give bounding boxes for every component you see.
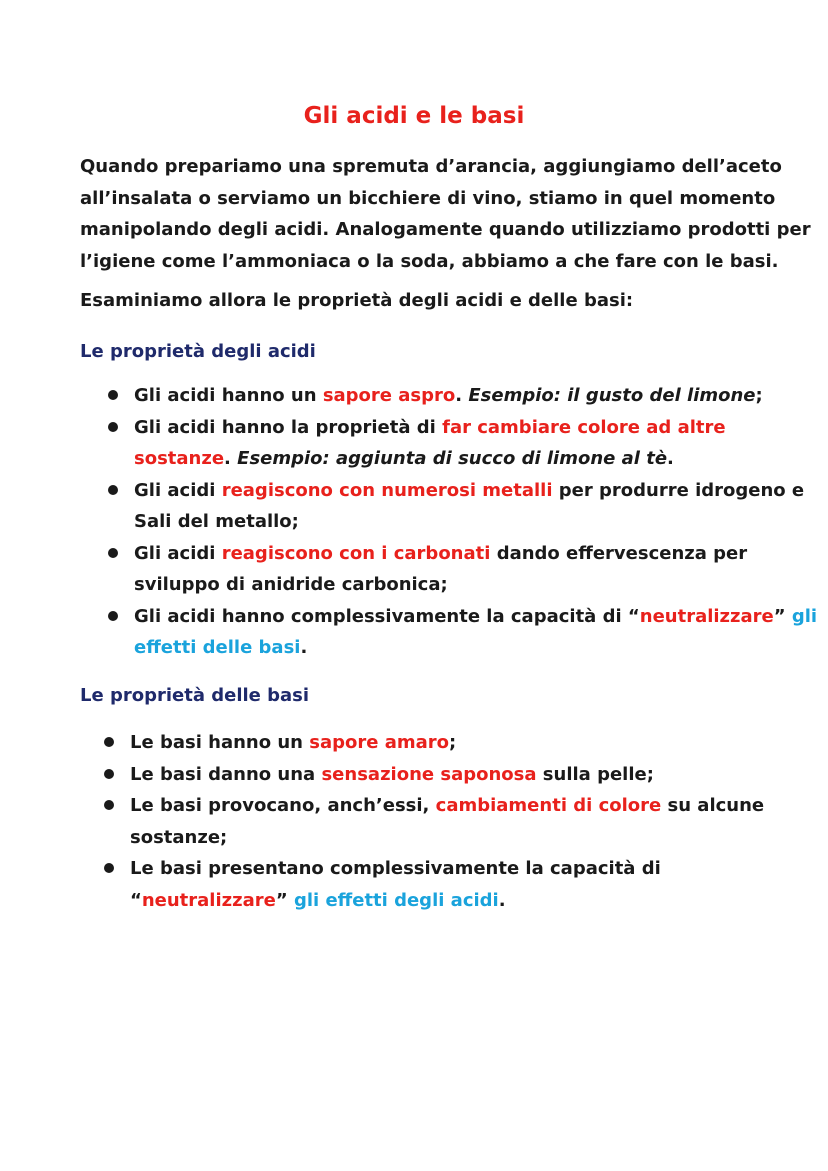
acid-properties-list	[108, 380, 818, 664]
highlight-red: sostanze	[134, 448, 225, 469]
list-item	[108, 475, 805, 538]
bullet-icon	[104, 737, 114, 747]
list-item-line	[134, 538, 798, 570]
heading-acid-properties: Le proprietà degli acidi	[80, 341, 316, 362]
base-properties-list	[104, 727, 794, 916]
exam-sentence: Esaminiamo allora le proprietà degli acidi e delle basi:	[80, 290, 634, 311]
highlight-red: sapore amaro	[309, 732, 450, 753]
list-item	[104, 853, 794, 916]
page-title: Gli acidi e le basi	[303, 103, 525, 129]
highlight-red: far cambiare colore ad altre	[442, 416, 726, 438]
intro-line: all’insalata o serviamo un bicchiere di vino, stiamo in quel momento	[80, 187, 776, 209]
list-item-line: sostanze;	[130, 826, 228, 848]
list-item-line	[134, 475, 805, 507]
intro-line: manipolando degli acidi. Analogamente quando utilizziamo prodotti per	[80, 219, 811, 240]
text: .	[224, 448, 238, 469]
bullet-icon	[104, 863, 114, 873]
bullet-icon	[108, 390, 118, 400]
text: .	[667, 448, 674, 469]
text: .	[455, 385, 469, 406]
text: Gli acidi hanno complessivamente la capacità di “	[134, 605, 640, 627]
example-text: Esempio: il gusto del limone	[468, 385, 756, 406]
highlight-red: reagiscono con numerosi metalli	[221, 479, 553, 501]
text: per produrre idrogeno e	[552, 479, 805, 501]
list-item	[108, 380, 798, 412]
bullet-icon	[108, 485, 118, 495]
list-item-line: Le basi presentano complessivamente la capacità di	[130, 858, 661, 879]
intro-line: l’igiene come l’ammoniaca o la soda, abbiamo a che fare con le basi.	[80, 250, 779, 272]
list-item	[108, 412, 798, 475]
highlight-blue: effetti delle basi	[134, 637, 301, 658]
list-item-line: Sali del metallo;	[134, 511, 299, 532]
text: “	[130, 889, 142, 911]
list-item	[104, 790, 794, 853]
highlight-red: sapore aspro	[322, 385, 456, 406]
highlight-blue: gli	[791, 605, 818, 627]
highlight-blue: gli effetti degli acidi	[293, 889, 499, 911]
list-item-line	[130, 885, 794, 917]
intro-line: Quando prepariamo una spremuta d’arancia, aggiungiamo dell’aceto	[80, 156, 782, 177]
bullet-icon	[108, 548, 118, 558]
intro-paragraph	[80, 151, 811, 277]
text: .	[498, 889, 506, 911]
text: Gli acidi hanno la proprietà di	[134, 416, 443, 438]
highlight-red: sensazione saponosa	[321, 763, 537, 785]
bullet-icon	[108, 422, 118, 432]
list-item-line	[134, 443, 798, 475]
text: .	[300, 637, 308, 658]
text: Le basi danno una	[130, 763, 322, 785]
list-item-line	[130, 759, 794, 791]
list-item-line	[134, 632, 798, 664]
list-item-line	[134, 412, 798, 444]
list-item-line: sviluppo di anidride carbonica;	[134, 574, 448, 595]
list-item	[108, 538, 798, 601]
example-text: Esempio: aggiunta di succo di limone al tè	[237, 448, 668, 469]
text: su alcune	[661, 795, 765, 816]
bullet-icon	[108, 611, 118, 621]
list-item-line	[134, 601, 818, 633]
text: dando effervescenza per	[490, 542, 748, 564]
list-item-line	[134, 380, 798, 412]
text: Gli acidi	[134, 542, 222, 564]
bullet-icon	[104, 769, 114, 779]
highlight-red: neutralizzare	[141, 889, 276, 911]
list-item-line	[130, 727, 794, 759]
text: Gli acidi	[134, 479, 222, 501]
highlight-red: neutralizzare	[639, 605, 774, 627]
text: ;	[755, 385, 763, 406]
text: ”	[773, 605, 792, 627]
list-item-line	[130, 790, 794, 822]
text: Le basi provocano, anch’essi,	[130, 795, 436, 816]
text: ;	[449, 732, 457, 753]
heading-base-properties: Le proprietà delle basi	[80, 685, 310, 706]
text: ”	[275, 889, 294, 911]
list-item	[104, 727, 794, 759]
text: Le basi hanno un	[130, 732, 310, 753]
bullet-icon	[104, 800, 114, 810]
list-item	[104, 759, 794, 791]
highlight-red: reagiscono con i carbonati	[221, 542, 491, 564]
text: sulla pelle;	[536, 763, 654, 785]
list-item	[108, 601, 818, 664]
highlight-red: cambiamenti di colore	[435, 795, 662, 816]
text: Gli acidi hanno un	[134, 385, 323, 406]
